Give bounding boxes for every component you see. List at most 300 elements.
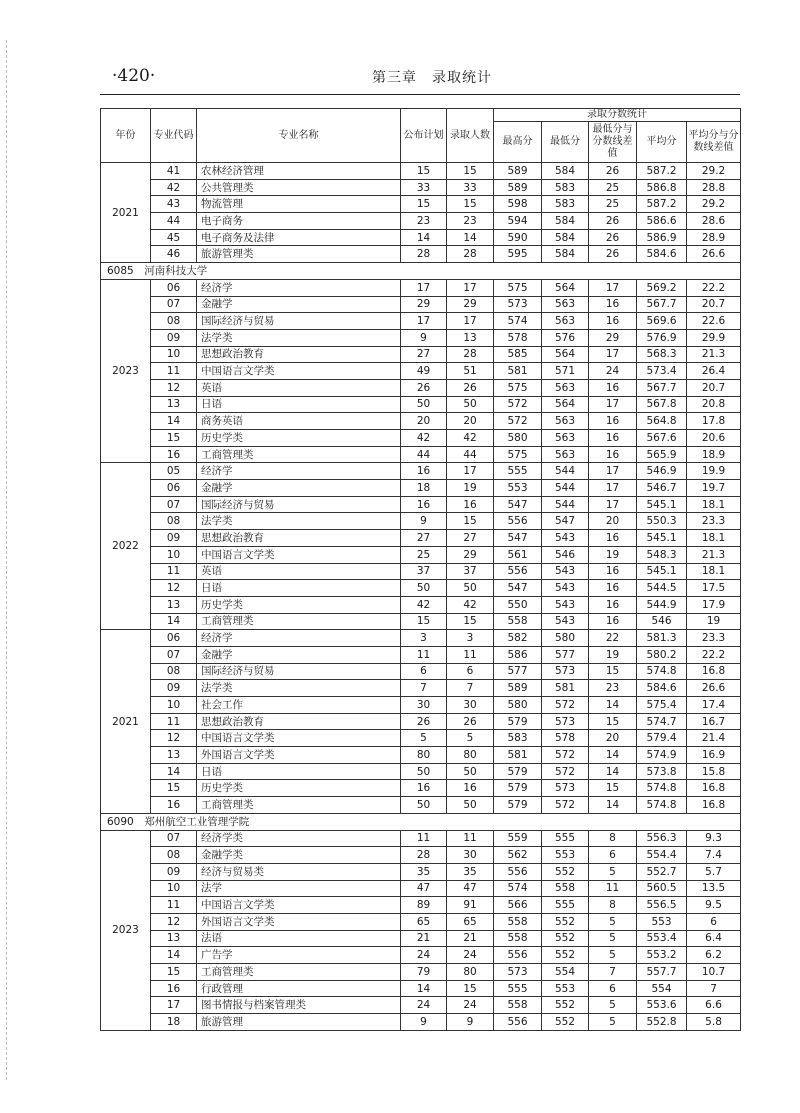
admitted-cell: 21 [447,930,494,947]
plan-cell: 9 [401,329,447,346]
plan-cell: 17 [401,279,447,296]
max-score-cell: 547 [494,580,542,597]
min-score-cell: 573 [542,780,589,797]
plan-cell: 37 [401,563,447,580]
table-row [101,179,741,196]
avg-diff-cell: 29.2 [687,163,741,180]
max-score-cell: 581 [494,747,542,764]
admitted-cell: 15 [447,613,494,630]
school-row [101,813,741,830]
min-score-cell: 552 [542,1014,589,1031]
table-row [101,630,741,647]
avg-score-cell: 580.2 [637,646,687,663]
code-cell: 11 [151,713,197,730]
avg-score-cell: 554.4 [637,847,687,864]
admitted-cell: 9 [447,1014,494,1031]
avg-diff-cell: 16.9 [687,747,741,764]
code-cell: 09 [151,530,197,547]
max-score-cell: 585 [494,346,542,363]
admitted-cell: 7 [447,680,494,697]
major-name-cell: 国际经济与贸易 [197,313,401,330]
min-score-cell: 572 [542,697,589,714]
min-diff-cell: 16 [589,446,637,463]
min-score-cell: 553 [542,980,589,997]
avg-score-cell: 545.1 [637,563,687,580]
admitted-cell: 50 [447,763,494,780]
min-diff-cell: 16 [589,613,637,630]
code-cell: 07 [151,296,197,313]
admitted-cell: 3 [447,630,494,647]
admitted-cell: 24 [447,947,494,964]
avg-diff-cell: 5.7 [687,863,741,880]
code-cell: 41 [151,163,197,180]
table-row [101,196,741,213]
major-name-cell: 英语 [197,379,401,396]
avg-score-cell: 545.1 [637,496,687,513]
max-score-cell: 595 [494,246,542,263]
avg-score-cell: 560.5 [637,880,687,897]
major-name-cell: 社会工作 [197,697,401,714]
admitted-cell: 80 [447,747,494,764]
min-score-cell: 558 [542,880,589,897]
header-plan: 公布计划 [401,109,447,163]
code-cell: 06 [151,480,197,497]
plan-cell: 21 [401,930,447,947]
max-score-cell: 598 [494,196,542,213]
avg-score-cell: 587.2 [637,163,687,180]
max-score-cell: 575 [494,446,542,463]
min-score-cell: 580 [542,630,589,647]
admitted-cell: 80 [447,964,494,981]
admitted-cell: 28 [447,346,494,363]
major-name-cell: 英语 [197,563,401,580]
min-score-cell: 553 [542,847,589,864]
min-diff-cell: 17 [589,480,637,497]
major-name-cell: 经济学 [197,630,401,647]
plan-cell: 33 [401,179,447,196]
admitted-cell: 15 [447,163,494,180]
year-cell: 2023 [101,279,151,463]
major-name-cell: 外国语言文学类 [197,747,401,764]
max-score-cell: 589 [494,179,542,196]
table-row [101,596,741,613]
min-diff-cell: 15 [589,780,637,797]
min-diff-cell: 5 [589,863,637,880]
code-cell: 07 [151,646,197,663]
max-score-cell: 577 [494,663,542,680]
min-diff-cell: 26 [589,246,637,263]
code-cell: 14 [151,413,197,430]
plan-cell: 28 [401,246,447,263]
avg-score-cell: 573.4 [637,363,687,380]
header-rule [100,94,740,95]
table-row [101,613,741,630]
table-row [101,913,741,930]
table-row [101,847,741,864]
admitted-cell: 26 [447,379,494,396]
major-name-cell: 历史学类 [197,430,401,447]
table-row [101,930,741,947]
table-row [101,279,741,296]
min-diff-cell: 16 [589,296,637,313]
avg-diff-cell: 16.8 [687,663,741,680]
min-score-cell: 552 [542,863,589,880]
table-row [101,480,741,497]
admitted-cell: 15 [447,980,494,997]
table-row [101,413,741,430]
min-diff-cell: 14 [589,747,637,764]
plan-cell: 42 [401,430,447,447]
code-cell: 13 [151,930,197,947]
plan-cell: 42 [401,596,447,613]
max-score-cell: 574 [494,313,542,330]
max-score-cell: 579 [494,763,542,780]
code-cell: 10 [151,546,197,563]
min-diff-cell: 17 [589,463,637,480]
min-diff-cell: 8 [589,830,637,847]
table-row [101,964,741,981]
table-row [101,396,741,413]
max-score-cell: 573 [494,296,542,313]
major-name-cell: 行政管理 [197,980,401,997]
major-name-cell: 法学 [197,880,401,897]
admitted-cell: 37 [447,563,494,580]
page-number: ·420· [112,66,156,86]
min-diff-cell: 19 [589,646,637,663]
min-diff-cell: 23 [589,680,637,697]
avg-diff-cell: 29.9 [687,329,741,346]
major-name-cell: 中国语言文学类 [197,730,401,747]
max-score-cell: 558 [494,613,542,630]
code-cell: 42 [151,179,197,196]
min-score-cell: 543 [542,563,589,580]
avg-score-cell: 576.9 [637,329,687,346]
plan-cell: 18 [401,480,447,497]
major-name-cell: 法语 [197,930,401,947]
major-name-cell: 中国语言文学类 [197,546,401,563]
table-row [101,1014,741,1031]
min-diff-cell: 17 [589,346,637,363]
plan-cell: 3 [401,630,447,647]
avg-diff-cell: 5.8 [687,1014,741,1031]
code-cell: 16 [151,797,197,814]
code-cell: 09 [151,329,197,346]
admitted-cell: 51 [447,363,494,380]
year-cell: 2021 [101,630,151,814]
code-cell: 44 [151,213,197,230]
min-score-cell: 563 [542,379,589,396]
plan-cell: 25 [401,546,447,563]
major-name-cell: 电子商务 [197,213,401,230]
admitted-cell: 47 [447,880,494,897]
min-score-cell: 543 [542,596,589,613]
code-cell: 11 [151,363,197,380]
plan-cell: 80 [401,747,447,764]
min-diff-cell: 6 [589,980,637,997]
admitted-cell: 29 [447,296,494,313]
min-score-cell: 552 [542,930,589,947]
admitted-cell: 29 [447,546,494,563]
min-score-cell: 563 [542,430,589,447]
min-diff-cell: 20 [589,513,637,530]
avg-score-cell: 569.2 [637,279,687,296]
max-score-cell: 561 [494,546,542,563]
min-diff-cell: 16 [589,413,637,430]
major-name-cell: 金融学 [197,480,401,497]
admitted-cell: 26 [447,713,494,730]
major-name-cell: 思想政治教育 [197,713,401,730]
avg-score-cell: 575.4 [637,697,687,714]
table-row [101,296,741,313]
code-cell: 13 [151,396,197,413]
min-diff-cell: 14 [589,697,637,714]
avg-diff-cell: 6 [687,913,741,930]
min-score-cell: 576 [542,329,589,346]
max-score-cell: 580 [494,430,542,447]
admitted-cell: 91 [447,897,494,914]
major-name-cell: 法学类 [197,513,401,530]
plan-cell: 11 [401,830,447,847]
avg-score-cell: 548.3 [637,546,687,563]
max-score-cell: 575 [494,279,542,296]
admitted-cell: 27 [447,530,494,547]
plan-cell: 9 [401,1014,447,1031]
code-cell: 10 [151,697,197,714]
avg-score-cell: 574.8 [637,797,687,814]
code-cell: 16 [151,980,197,997]
avg-diff-cell: 7.4 [687,847,741,864]
avg-score-cell: 554 [637,980,687,997]
min-diff-cell: 5 [589,930,637,947]
avg-diff-cell: 26.4 [687,363,741,380]
avg-score-cell: 546.7 [637,480,687,497]
header-avg: 平均分 [637,122,687,163]
plan-cell: 20 [401,413,447,430]
avg-diff-cell: 21.3 [687,346,741,363]
admitted-cell: 44 [447,446,494,463]
avg-score-cell: 556.5 [637,897,687,914]
header-year: 年份 [101,109,151,163]
plan-cell: 14 [401,980,447,997]
table-head [101,109,741,163]
avg-diff-cell: 18.1 [687,530,741,547]
code-cell: 11 [151,563,197,580]
min-score-cell: 544 [542,463,589,480]
table-row [101,580,741,597]
table-row [101,997,741,1014]
code-cell: 12 [151,730,197,747]
plan-cell: 17 [401,313,447,330]
major-name-cell: 电子商务及法律 [197,229,401,246]
plan-cell: 15 [401,613,447,630]
plan-cell: 16 [401,780,447,797]
max-score-cell: 589 [494,163,542,180]
max-score-cell: 589 [494,680,542,697]
admitted-cell: 35 [447,863,494,880]
header-avg-diff: 平均分与分数线差值 [687,122,741,163]
avg-diff-cell: 6.6 [687,997,741,1014]
avg-diff-cell: 17.9 [687,596,741,613]
code-cell: 14 [151,613,197,630]
max-score-cell: 579 [494,713,542,730]
min-diff-cell: 17 [589,279,637,296]
plan-cell: 11 [401,646,447,663]
min-score-cell: 543 [542,613,589,630]
code-cell: 08 [151,513,197,530]
major-name-cell: 经济学 [197,279,401,296]
major-name-cell: 历史学类 [197,780,401,797]
avg-diff-cell: 21.4 [687,730,741,747]
min-diff-cell: 14 [589,763,637,780]
code-cell: 15 [151,964,197,981]
min-diff-cell: 17 [589,496,637,513]
avg-diff-cell: 6.4 [687,930,741,947]
min-diff-cell: 19 [589,546,637,563]
avg-score-cell: 581.3 [637,630,687,647]
admitted-cell: 24 [447,997,494,1014]
code-cell: 06 [151,630,197,647]
table-row [101,513,741,530]
table-row [101,830,741,847]
max-score-cell: 556 [494,513,542,530]
code-cell: 10 [151,346,197,363]
max-score-cell: 558 [494,997,542,1014]
min-diff-cell: 26 [589,229,637,246]
admitted-cell: 19 [447,480,494,497]
code-cell: 15 [151,780,197,797]
plan-cell: 30 [401,697,447,714]
avg-score-cell: 544.9 [637,596,687,613]
major-name-cell: 工商管理类 [197,964,401,981]
code-cell: 17 [151,997,197,1014]
table-row [101,229,741,246]
table-row [101,546,741,563]
admitted-cell: 5 [447,730,494,747]
max-score-cell: 582 [494,630,542,647]
page-header [100,66,740,92]
avg-diff-cell: 22.6 [687,313,741,330]
plan-cell: 14 [401,229,447,246]
admitted-cell: 11 [447,830,494,847]
table-row [101,496,741,513]
min-score-cell: 584 [542,246,589,263]
table-row [101,797,741,814]
avg-score-cell: 568.3 [637,346,687,363]
school-name: 6085 河南科技大学 [101,263,741,280]
major-name-cell: 日语 [197,396,401,413]
avg-diff-cell: 16.8 [687,780,741,797]
max-score-cell: 566 [494,897,542,914]
avg-score-cell: 567.6 [637,430,687,447]
max-score-cell: 555 [494,980,542,997]
code-cell: 45 [151,229,197,246]
min-score-cell: 555 [542,897,589,914]
table-row [101,430,741,447]
plan-cell: 5 [401,730,447,747]
table-row [101,980,741,997]
avg-score-cell: 557.7 [637,964,687,981]
min-score-cell: 544 [542,496,589,513]
avg-score-cell: 567.8 [637,396,687,413]
min-score-cell: 572 [542,797,589,814]
major-name-cell: 外国语言文学类 [197,913,401,930]
min-score-cell: 584 [542,229,589,246]
max-score-cell: 562 [494,847,542,864]
min-diff-cell: 6 [589,847,637,864]
admitted-cell: 20 [447,413,494,430]
code-cell: 08 [151,663,197,680]
max-score-cell: 578 [494,329,542,346]
table-row [101,363,741,380]
avg-score-cell: 553.4 [637,930,687,947]
plan-cell: 50 [401,396,447,413]
max-score-cell: 573 [494,964,542,981]
plan-cell: 7 [401,680,447,697]
major-name-cell: 经济与贸易类 [197,863,401,880]
admitted-cell: 42 [447,596,494,613]
table-row [101,446,741,463]
table-body [101,163,741,1031]
avg-diff-cell: 21.3 [687,546,741,563]
min-score-cell: 577 [542,646,589,663]
avg-diff-cell: 17.4 [687,697,741,714]
avg-score-cell: 553 [637,913,687,930]
max-score-cell: 590 [494,229,542,246]
avg-diff-cell: 22.2 [687,279,741,296]
min-score-cell: 552 [542,947,589,964]
major-name-cell: 思想政治教育 [197,530,401,547]
major-name-cell: 工商管理类 [197,613,401,630]
school-name: 6090 郑州航空工业管理学院 [101,813,741,830]
plan-cell: 27 [401,530,447,547]
admitted-cell: 23 [447,213,494,230]
min-score-cell: 563 [542,313,589,330]
table-row [101,780,741,797]
admitted-cell: 15 [447,513,494,530]
min-score-cell: 572 [542,747,589,764]
min-diff-cell: 5 [589,1014,637,1031]
table-row [101,697,741,714]
header-min: 最低分 [542,122,589,163]
avg-score-cell: 546 [637,613,687,630]
avg-score-cell: 556.3 [637,830,687,847]
code-cell: 15 [151,430,197,447]
avg-score-cell: 567.7 [637,379,687,396]
min-score-cell: 552 [542,997,589,1014]
max-score-cell: 556 [494,1014,542,1031]
min-score-cell: 578 [542,730,589,747]
avg-diff-cell: 17.8 [687,413,741,430]
max-score-cell: 583 [494,730,542,747]
avg-diff-cell: 9.5 [687,897,741,914]
major-name-cell: 图书情报与档案管理类 [197,997,401,1014]
code-cell: 10 [151,880,197,897]
min-diff-cell: 26 [589,163,637,180]
min-diff-cell: 5 [589,913,637,930]
min-score-cell: 546 [542,546,589,563]
min-diff-cell: 29 [589,329,637,346]
plan-cell: 44 [401,446,447,463]
avg-diff-cell: 6.2 [687,947,741,964]
major-name-cell: 农林经济管理 [197,163,401,180]
major-name-cell: 法学类 [197,680,401,697]
min-diff-cell: 16 [589,313,637,330]
admitted-cell: 50 [447,396,494,413]
table-row [101,763,741,780]
plan-cell: 15 [401,196,447,213]
min-diff-cell: 25 [589,179,637,196]
max-score-cell: 574 [494,880,542,897]
